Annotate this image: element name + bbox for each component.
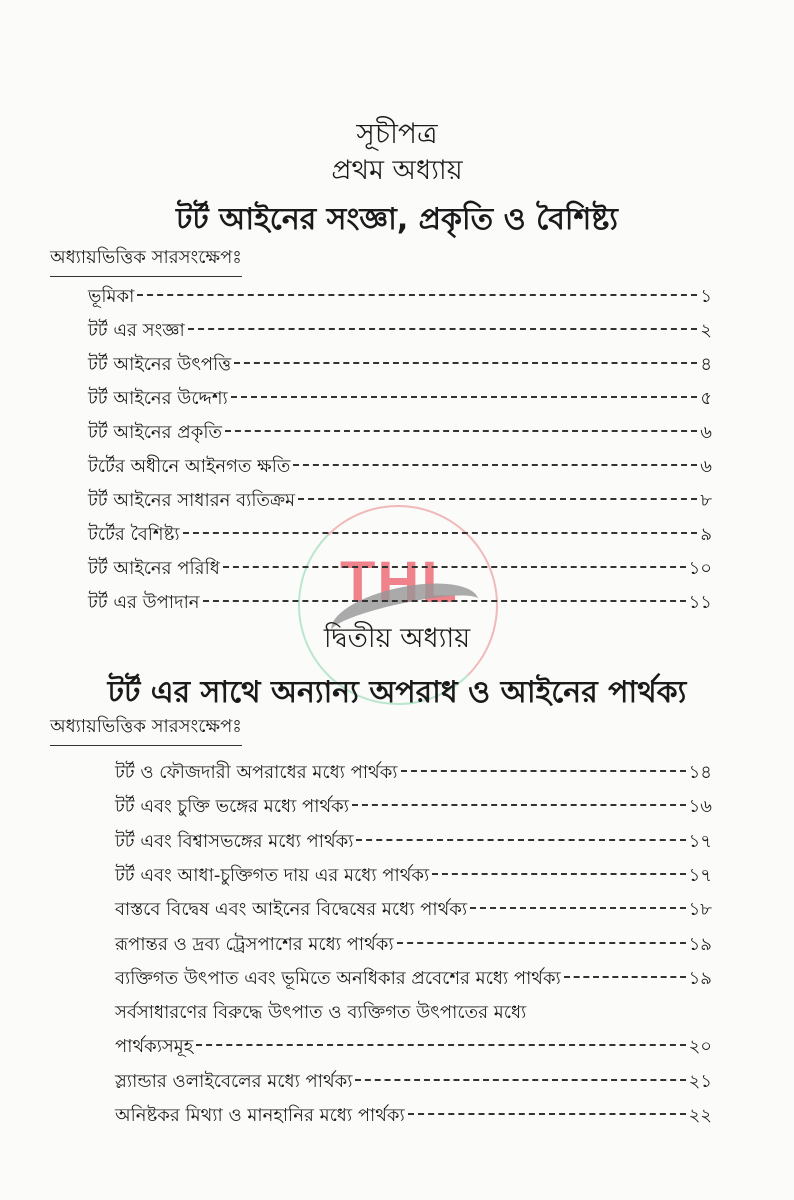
toc-entry	[88, 486, 712, 520]
toc-entry	[115, 930, 712, 964]
toc-entry	[88, 554, 712, 588]
toc-entry	[88, 418, 712, 452]
dot-leader	[397, 942, 686, 944]
toc-entry-label: টর্ট আইনের প্রকৃতি	[88, 422, 222, 443]
toc-entry	[115, 758, 712, 792]
chapter-1-label: প্রথম অধ্যায়	[331, 155, 463, 186]
toc-entry	[115, 1101, 712, 1135]
toc-entry-label: টর্ট আইনের পরিধি	[88, 558, 220, 579]
toc-entry-page: ২১	[688, 1070, 712, 1092]
toc-entry	[88, 316, 712, 350]
toc-entry	[88, 520, 712, 554]
dot-leader	[223, 566, 686, 568]
toc-entry	[88, 350, 712, 384]
toc-entry-label: টর্ট এবং চুক্তি ভঙ্গের মধ্যে পার্থক্য	[115, 796, 349, 818]
toc-entry	[88, 384, 712, 418]
toc-entry	[115, 964, 712, 998]
toc-entry	[115, 895, 712, 929]
dot-leader	[137, 294, 697, 296]
toc-entry-label: সর্বসাধারণের বিরুদ্ধে উৎপাত ও ব্যক্তিগত উৎপাতের মধ্যে	[115, 1002, 527, 1024]
toc-entry	[88, 452, 712, 486]
dot-leader	[231, 396, 698, 398]
toc-entry-page: ১১	[688, 592, 712, 613]
toc-entry-label: টর্ট এর উপাদান	[88, 592, 200, 613]
toc-entry	[115, 1032, 712, 1066]
dot-leader	[355, 1079, 685, 1081]
dot-leader	[298, 498, 697, 500]
toc-entry-label: স্ল্যান্ডার ওলাইবেলের মধ্যে পার্থক্য	[115, 1070, 353, 1092]
dot-leader	[234, 362, 697, 364]
toc-entry-page: ১৮	[688, 899, 712, 921]
toc-entry-page: ২২	[688, 1105, 712, 1126]
toc-entry-page: ১৭	[688, 864, 712, 886]
toc-entry-page: ৪	[700, 354, 712, 375]
toc-entry-page: ১৬	[688, 796, 712, 818]
chapter-1-title: টর্ট আইনের সংজ্ঞা, প্রকৃতি ও বৈশিষ্ট্য	[176, 202, 618, 237]
toc-entry-page: ৬	[700, 456, 712, 477]
toc-entry	[115, 998, 712, 1032]
dot-leader	[203, 600, 686, 602]
chapter-2-title: টর্ট এর সাথে অন্যান্য অপরাধ ও আইনের পার্থক্য	[107, 675, 687, 710]
toc-entry	[88, 282, 712, 316]
toc-entry-label: টর্টের বৈশিষ্ট্য	[88, 524, 180, 545]
chapter-2-section-heading: অধ্যায়ভিত্তিক সারসংক্ষেপঃ	[50, 712, 242, 746]
toc-entry-label: টর্ট আইনের সাধারন ব্যতিক্রম	[88, 490, 296, 511]
toc-entry-label: ব্যক্তিগত উৎপাত এবং ভূমিতে অনধিকার প্রবেশের মধ্যে পার্থক্য	[115, 967, 561, 989]
toc-entry-page: ৫	[700, 388, 712, 409]
dot-leader	[356, 839, 685, 841]
toc-entry-label: পার্থক্যসমূহ	[115, 1036, 194, 1058]
toc-entry	[88, 588, 712, 622]
toc-entry-label: টর্ট ও ফৌজদারী অপরাধের মধ্যে পার্থক্য	[115, 762, 398, 783]
dot-leader	[188, 328, 698, 330]
toc-entry-label: টর্ট এবং বিশ্বাসভঙ্গের মধ্যে পার্থক্য	[115, 830, 354, 852]
toc-entry-page: ১৯	[688, 933, 712, 955]
toc-entry	[115, 827, 712, 861]
toc-entry-page: ১৪	[688, 762, 712, 783]
chapter-2-label: দ্বিতীয় অধ্যায়	[323, 623, 471, 654]
dot-leader	[470, 907, 686, 909]
toc-entry-label: টর্ট আইনের উদ্দেশ্য	[88, 388, 228, 409]
toc-entry	[115, 792, 712, 826]
toc-entry-page: ১৭	[688, 830, 712, 852]
toc-entry-page: ১০	[688, 558, 712, 579]
dot-leader	[196, 1044, 685, 1046]
dot-leader	[225, 430, 697, 432]
toc-entry-label: টর্ট আইনের উৎপত্তি	[88, 354, 232, 375]
watermark-logo: THL	[298, 505, 498, 705]
toc-entry-label: টর্টের অধীনে আইনগত ক্ষতি	[88, 456, 291, 477]
toc-entry-page: ২	[700, 320, 712, 341]
dot-leader	[401, 770, 686, 772]
toc-entry-page: ৬	[700, 422, 712, 443]
toc-entry	[115, 1067, 712, 1101]
toc-entry-page: ৮	[700, 490, 712, 511]
chapter-1-section-heading: অধ্যায়ভিত্তিক সারসংক্ষেপঃ	[50, 243, 242, 277]
toc-entry-label: রূপান্তর ও দ্রব্য ট্রেসপাশের মধ্যে পার্থক্য	[115, 933, 394, 955]
dot-leader	[564, 976, 686, 978]
toc-entry-label: ভূমিকা	[88, 286, 135, 307]
toc-entry	[115, 861, 712, 895]
dot-leader	[183, 532, 698, 534]
dot-leader	[352, 804, 686, 806]
toc-title: সূচীপত্র	[356, 117, 438, 150]
toc-entry-page: ২০	[688, 1036, 712, 1058]
toc-entry-label: টর্ট এবং আধা-চুক্তিগত দায় এর মধ্যে পার্থক্য	[115, 864, 430, 886]
dot-leader	[432, 873, 685, 875]
toc-entry-label: অনিষ্টকর মিথ্যা ও মানহানির মধ্যে পার্থক্য	[115, 1105, 405, 1126]
toc-entry-label: বাস্তবে বিদ্বেষ এবং আইনের বিদ্বেষের মধ্যে পার্থক্য	[115, 899, 468, 921]
toc-entry-page: ৯	[700, 524, 712, 545]
dot-leader	[293, 464, 697, 466]
dot-leader	[408, 1113, 686, 1115]
toc-entry-label: টর্ট এর সংজ্ঞা	[88, 320, 185, 341]
toc-entry-page: ১	[700, 286, 712, 307]
toc-entry-page: ১৯	[688, 967, 712, 989]
